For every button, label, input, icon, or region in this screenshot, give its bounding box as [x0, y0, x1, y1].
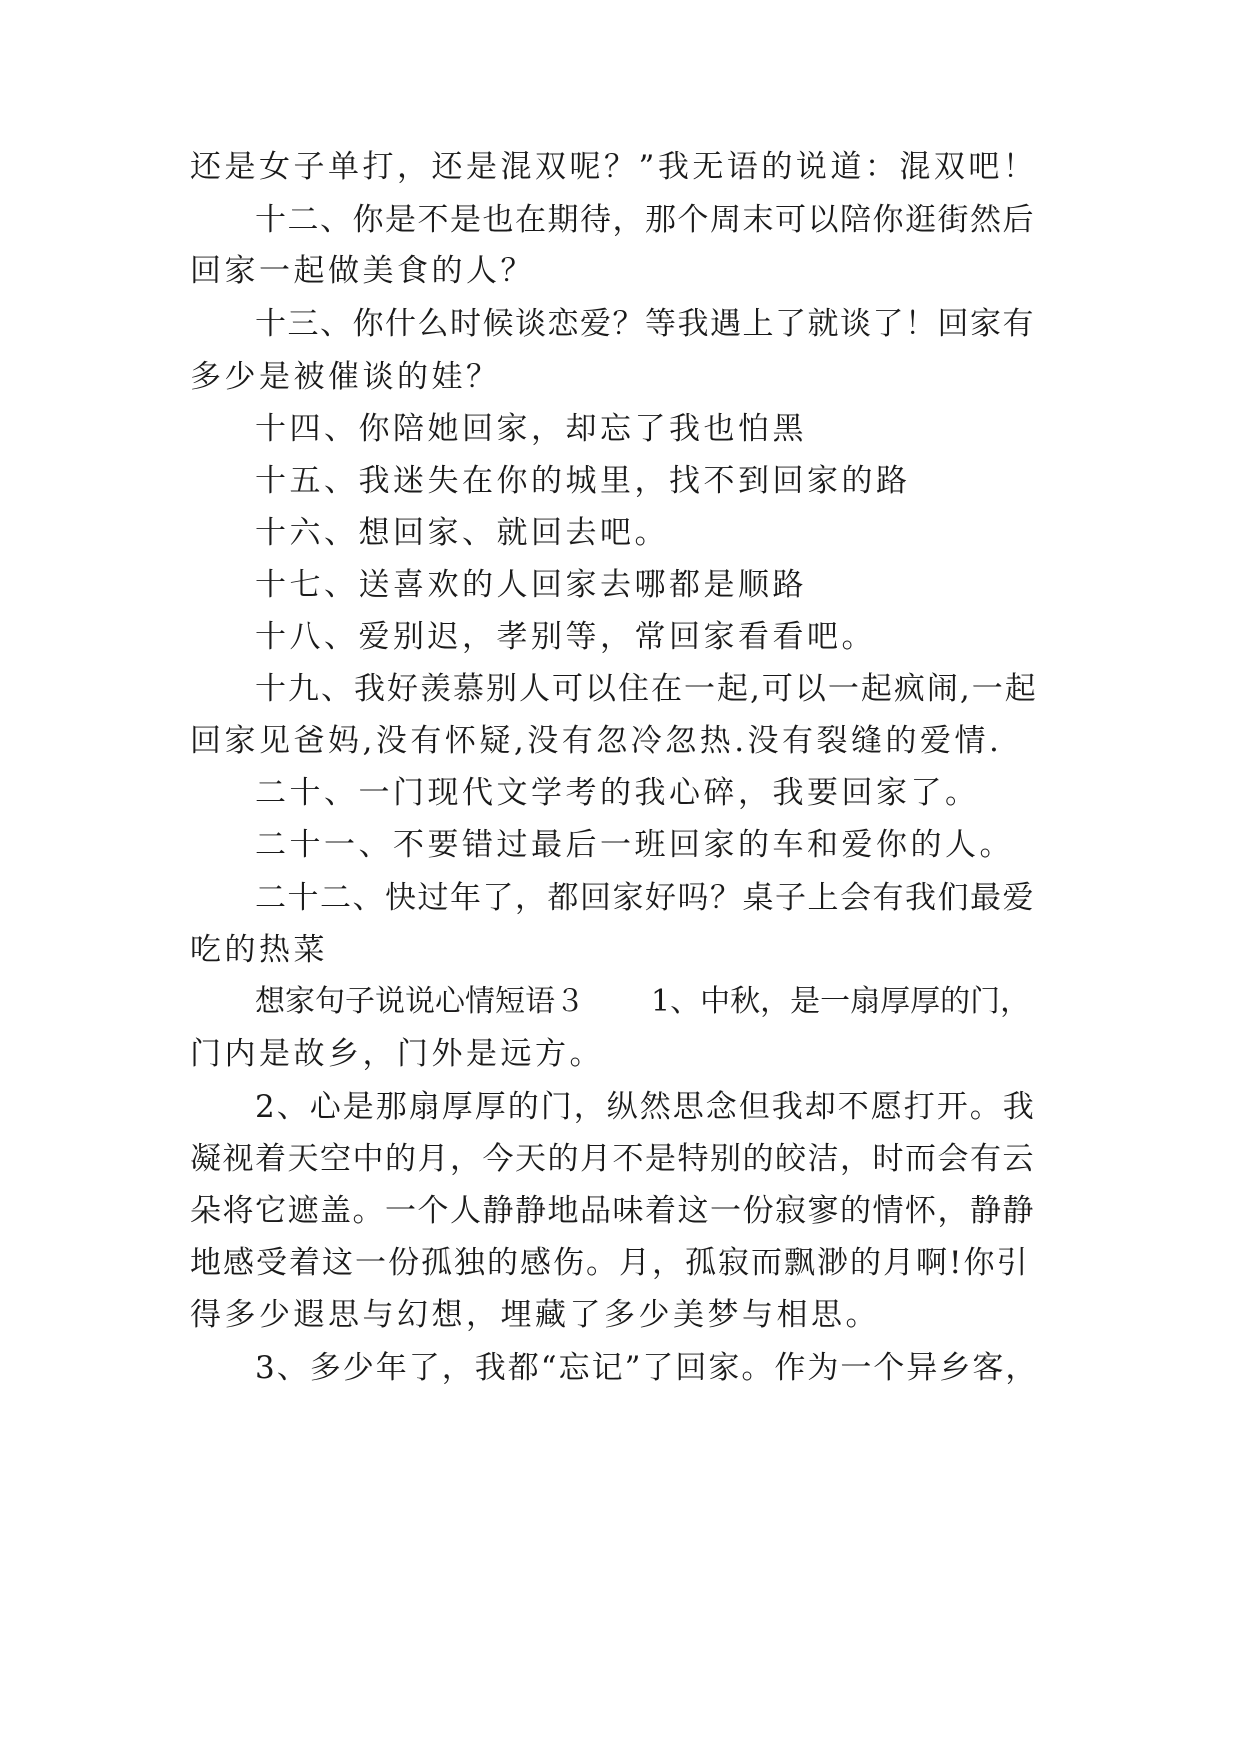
text-line: 二十、一门现代文学考的我心碎，我要回家了。 — [255, 775, 980, 811]
text-line: 回家见爸妈,没有怀疑,没有忽冷忽热.没有裂缝的爱情. — [190, 723, 1003, 759]
section-first-item: 1、中秋，是一扇厚厚的门， — [651, 984, 1031, 1019]
text-line: 十八、爱别迟，孝别等，常回家看看吧。 — [255, 619, 876, 655]
text-line: 十九、我好羡慕别人可以住在一起,可以一起疯闹,一起 — [255, 671, 1038, 707]
text-line: 十六、想回家、就回去吧。 — [255, 515, 669, 551]
text-line: 3、多少年了，我都“忘记”了回家。作为一个异乡客， — [255, 1350, 1039, 1386]
text-line: 十三、你什么时候谈恋爱？等我遇上了就谈了！回家有 — [255, 306, 1035, 342]
text-line: 十七、送喜欢的人回家去哪都是顺路 — [255, 567, 807, 603]
text-line: 地感受着这一份孤独的感伤。月，孤寂而飘渺的月啊!你引 — [190, 1245, 1030, 1281]
section-line — [255, 982, 1030, 1022]
section-heading: 想家句子说说心情短语３ — [255, 984, 585, 1019]
text-line: 多少是被催谈的娃？ — [190, 359, 501, 395]
text-line: 2、心是那扇厚厚的门，纵然思念但我却不愿打开。我 — [255, 1089, 1036, 1125]
text-line: 回家一起做美食的人？ — [190, 253, 535, 289]
text-line: 得多少遐思与幻想，埋藏了多少美梦与相思。 — [190, 1297, 880, 1333]
text-line: 十五、我迷失在你的城里，找不到回家的路 — [255, 463, 911, 499]
text-line: 门内是故乡，门外是远方。 — [190, 1036, 604, 1072]
text-line: 十四、你陪她回家，却忘了我也怕黑 — [255, 411, 807, 447]
text-line: 凝视着天空中的月，今天的月不是特别的皎洁，时而会有云 — [190, 1141, 1035, 1177]
text-line: 吃的热菜 — [190, 932, 328, 968]
text-line: 还是女子单打，还是混双呢？”我无语的说道：混双吧！ — [190, 149, 1038, 185]
text-line: 二十二、快过年了，都回家好吗？桌子上会有我们最爱 — [255, 880, 1035, 916]
text-line: 二十一、不要错过最后一班回家的车和爱你的人。 — [255, 827, 1014, 863]
text-line: 十二、你是不是也在期待，那个周末可以陪你逛街然后 — [255, 202, 1035, 238]
text-line: 朵将它遮盖。一个人静静地品味着这一份寂寥的情怀，静静 — [190, 1193, 1035, 1229]
